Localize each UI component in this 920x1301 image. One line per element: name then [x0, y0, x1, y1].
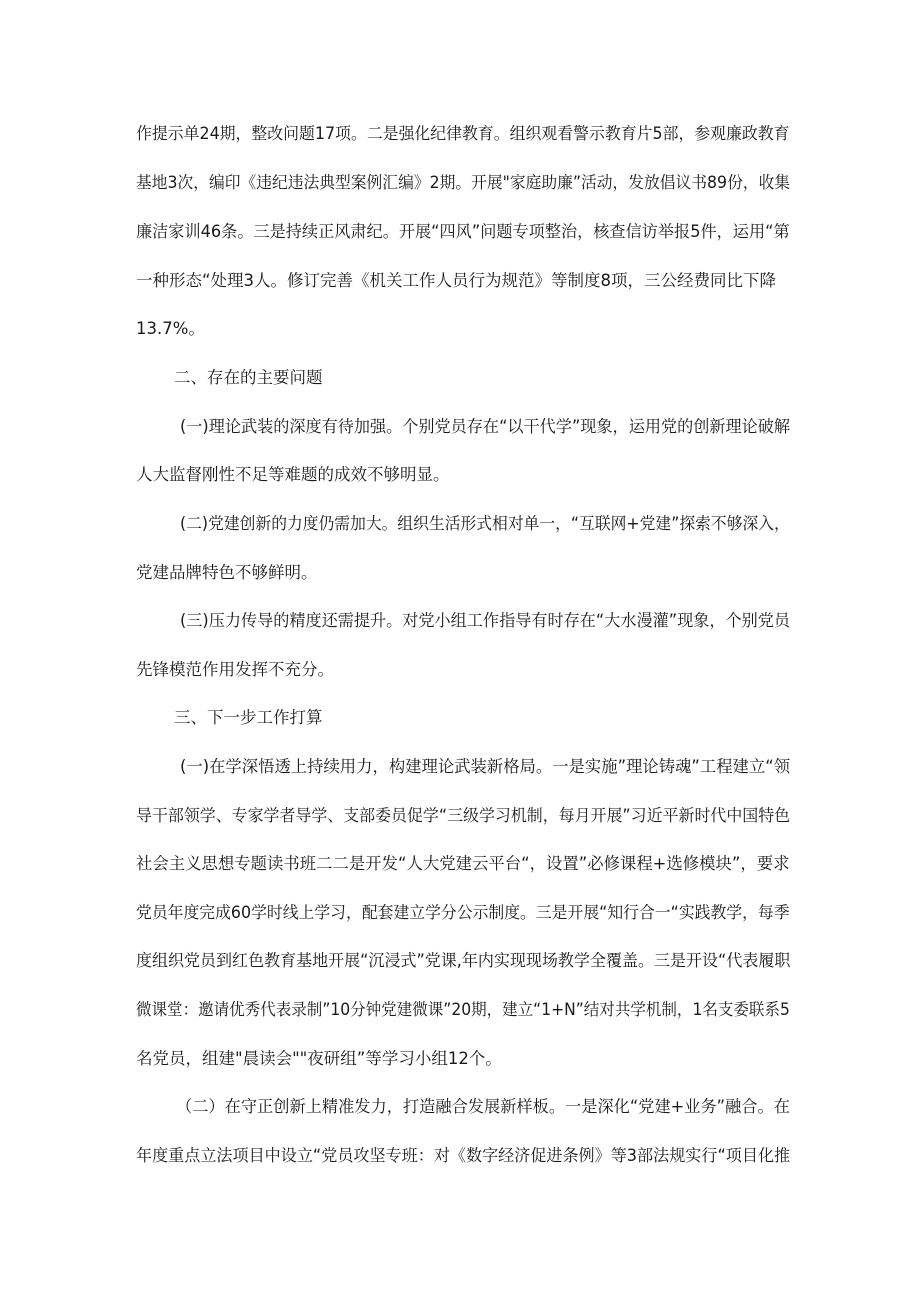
section-heading-problems: 二、存在的主要问题	[174, 368, 323, 387]
body-text-line: 导干部领学、专家学者导学、支部委员促学“三级学习机制，每月开展”习近平新时代中国特色	[136, 806, 791, 825]
body-text-line: 先锋模范作用发挥不充分。	[136, 660, 334, 679]
body-text-line: 廉洁家训46条。三是持续正风肃纪。开展“四风”问题专项整治，核查信访举报5件，运用“第	[136, 222, 790, 241]
body-text-line: (一)理论武装的深度有待加强。个别党员存在“以干代学”现象，运用党的创新理论破解	[180, 417, 791, 436]
body-text-line: (一)在学深悟透上持续用力，构建理论武装新格局。一是实施”理论铸魂”工程建立“领	[180, 757, 791, 776]
body-text-line: 作提示单24期，整改问题17项。二是强化纪律教育。组织观看警示教育片5部，参观廉政教育	[136, 124, 790, 143]
body-text-line: 13.7%。	[136, 319, 205, 338]
body-text-line: （二）在守正创新上精准发力，打造融合发展新样板。一是深化“党建+业务”融合。在	[176, 1097, 790, 1116]
body-text-line: 党员年度完成60学时线上学习，配套建立学分公示制度。三是开展“知行合一“实践教学，每季	[136, 903, 790, 922]
body-text-line: 社会主义思想专题读书班二二是开发“人大党建云平台“，设置”必修课程+选修模块”，要求	[136, 854, 790, 873]
body-text-line: 基地3次，编印《违纪违法典型案例汇编》2期。开展"家庭助廉”活动，发放倡议书89份，收集	[136, 173, 791, 192]
body-text-line: (二)党建创新的力度仍需加大。组织生活形式相对单一，“互联网+党建”探索不够深入，	[180, 514, 790, 533]
section-heading-plans: 三、下一步工作打算	[174, 708, 323, 727]
body-text-line: 党建品牌特色不够鲜明。	[136, 563, 318, 582]
body-text-line: 年度重点立法项目中设立“党员攻坚专班：对《数字经济促进条例》等3部法规实行“项目化推	[136, 1146, 791, 1165]
body-text-line: 微课堂：邀请优秀代表录制”10分钟党建微课”20期，建立“1+N”结对共学机制，1名支委联系5	[136, 1000, 790, 1019]
body-text-line: 度组织党员到红色教育基地开展“沉浸式”党课,年内实现现场教学全覆盖。三是开设“代表履职	[136, 951, 791, 970]
body-text-line: 一种形态“处理3人。修订完善《机关工作人员行为规范》等制度8项，三公经费同比下降	[136, 271, 777, 290]
body-text-line: 人大监督刚性不足等难题的成效不够明显。	[136, 465, 450, 484]
body-text-line: (三)压力传导的精度还需提升。对党小组工作指导有时存在“大水漫灌”现象，个别党员	[180, 611, 791, 630]
body-text-line: 名党员，组建"晨读会""夜研组”等学习小组12个。	[136, 1049, 502, 1068]
